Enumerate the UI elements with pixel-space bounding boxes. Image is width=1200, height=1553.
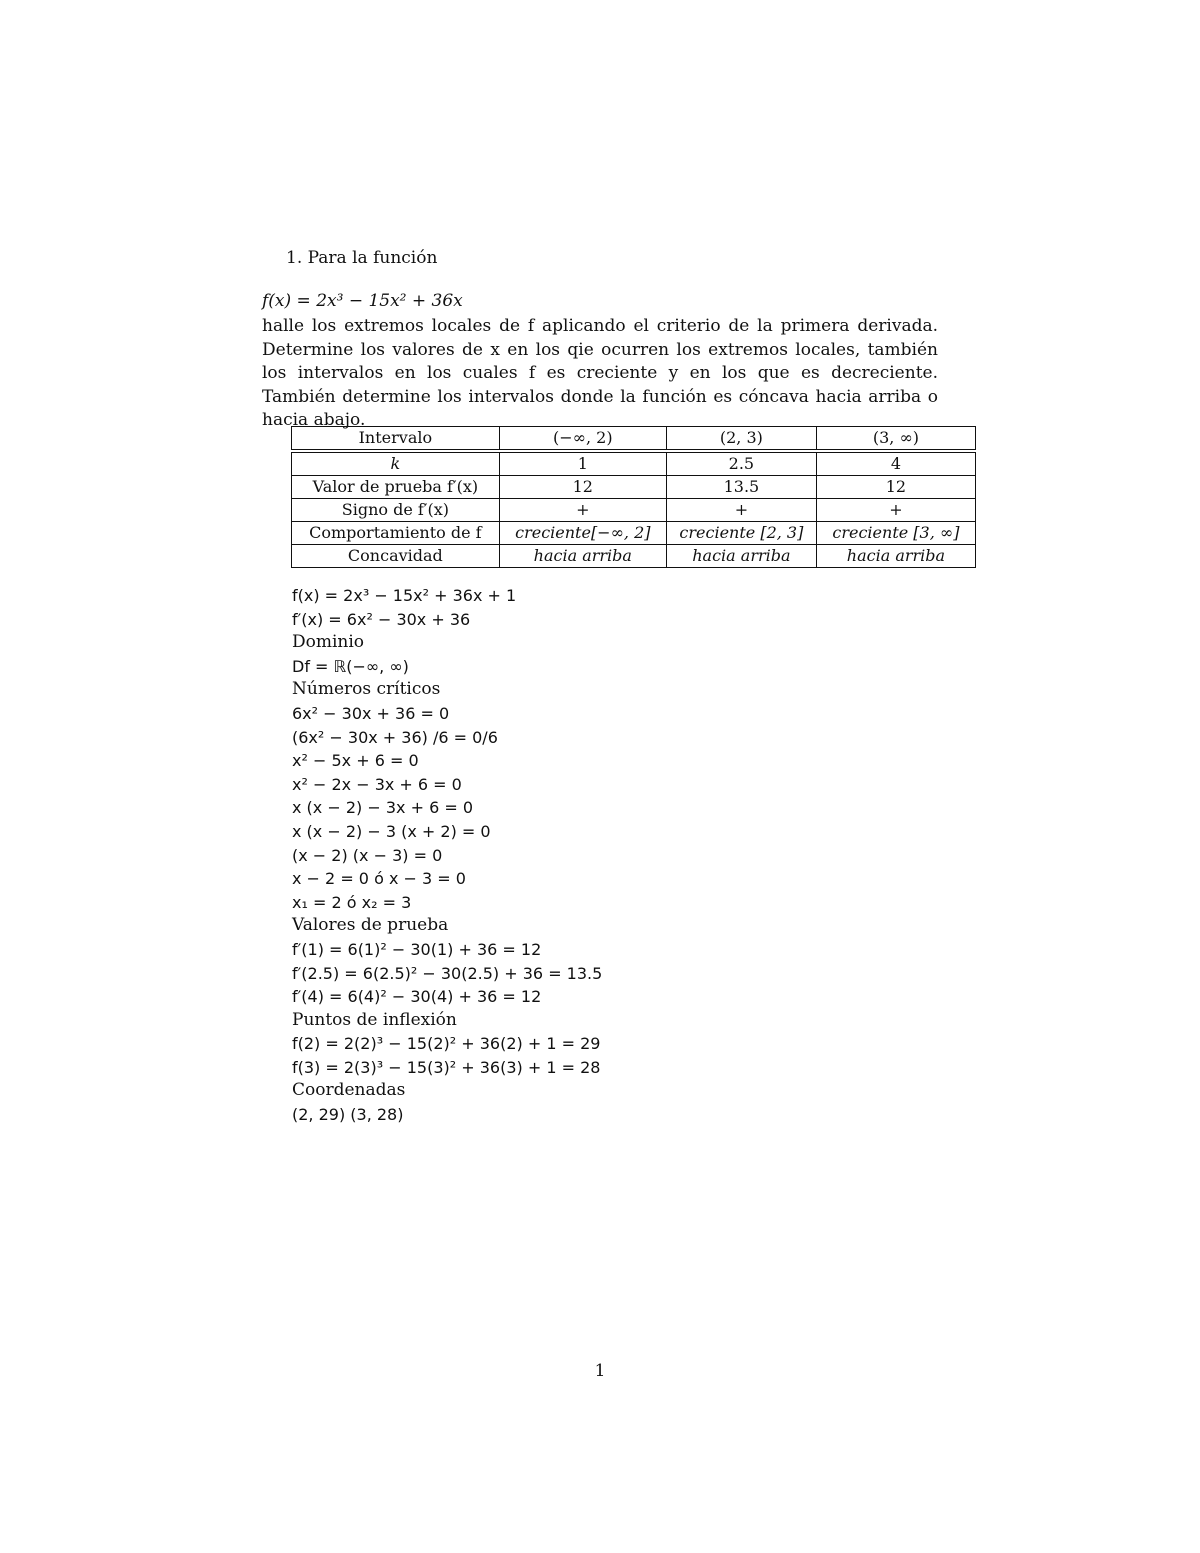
work-line: f′(x) = 6x² − 30x + 36 [292, 609, 471, 629]
problem-heading: 1. Para la función [286, 248, 438, 268]
intervals-table [291, 426, 976, 568]
work-line: Puntos de inflexión [292, 1009, 457, 1030]
page-number: 1 [594, 1361, 606, 1381]
work-line: f(2) = 2(2)³ − 15(2)² + 36(2) + 1 = 29 [292, 1034, 601, 1054]
table-cell: 1 [499, 451, 666, 476]
table-header-cell: (3, ∞) [816, 427, 975, 452]
table-row [292, 522, 976, 545]
problem-statement: halle los extremos locales de f aplicando el criterio de la primera derivada. Determine los valores de x en los qie ocurren los extremos locales, también los intervalos en los cuales f es creciente y en los que es decreciente. También determine los intervalos donde la función es cóncava hacia arriba o hacia abajo. [262, 316, 938, 430]
table-cell: 12 [816, 476, 975, 499]
table-cell: creciente [3, ∞] [816, 522, 975, 545]
table-cell: Valor de prueba f′(x) [292, 476, 500, 499]
table-cell: creciente[−∞, 2] [499, 522, 666, 545]
table-cell: hacia arriba [499, 545, 666, 568]
table-cell: 12 [499, 476, 666, 499]
table-cell: 2.5 [666, 451, 816, 476]
work-line: f(x) = 2x³ − 15x² + 36x + 1 [292, 586, 517, 605]
work-line: f′(4) = 6(4)² − 30(4) + 36 = 12 [292, 987, 542, 1007]
table-cell: + [816, 499, 975, 522]
table-header-cell: (2, 3) [666, 427, 816, 452]
work-line: 6x² − 30x + 36 = 0 [292, 703, 450, 723]
table-cell: + [666, 499, 816, 522]
table-cell: k [292, 451, 500, 476]
table-header-cell: (−∞, 2) [499, 427, 666, 452]
work-line: x (x − 2) − 3 (x + 2) = 0 [292, 821, 491, 841]
table-cell: + [499, 499, 666, 522]
work-line: x − 2 = 0 ó x − 3 = 0 [292, 869, 466, 889]
work-line: f′(1) = 6(1)² − 30(1) + 36 = 12 [292, 939, 542, 959]
table-row [292, 499, 976, 522]
table-cell: hacia arriba [816, 545, 975, 568]
work-line: x² − 2x − 3x + 6 = 0 [292, 774, 462, 794]
work-line: x₁ = 2 ó x₂ = 3 [292, 892, 412, 912]
table-row [292, 451, 976, 476]
work-line: Coordenadas [292, 1080, 406, 1101]
work-line: x (x − 2) − 3x + 6 = 0 [292, 798, 474, 818]
table-cell: hacia arriba [666, 545, 816, 568]
work-line: (x − 2) (x − 3) = 0 [292, 845, 443, 865]
solution-steps [292, 584, 602, 1127]
table-cell: 13.5 [666, 476, 816, 499]
work-line: f′(2.5) = 6(2.5)² − 30(2.5) + 36 = 13.5 [292, 963, 603, 983]
work-line: (6x² − 30x + 36) /6 = 0/6 [292, 727, 498, 747]
table-cell: 4 [816, 451, 975, 476]
table-cell: Comportamiento de f [292, 522, 500, 545]
table-header-cell: Intervalo [292, 427, 500, 452]
table-row [292, 545, 976, 568]
work-line: (2, 29) (3, 28) [292, 1105, 404, 1125]
table-header-row [292, 427, 976, 452]
function-equation: f(x) = 2x³ − 15x² + 36x [262, 291, 463, 311]
work-line: Df = ℝ(−∞, ∞) [292, 656, 409, 676]
work-line: f(3) = 2(3)³ − 15(3)² + 36(3) + 1 = 28 [292, 1057, 601, 1077]
work-line: Números críticos [292, 679, 441, 700]
table-cell: creciente [2, 3] [666, 522, 816, 545]
table-cell: Concavidad [292, 545, 500, 568]
table-cell: Signo de f′(x) [292, 499, 500, 522]
table-row [292, 476, 976, 499]
work-line: Dominio [292, 632, 365, 653]
work-line: Valores de prueba [292, 915, 449, 936]
work-line: x² − 5x + 6 = 0 [292, 751, 419, 771]
